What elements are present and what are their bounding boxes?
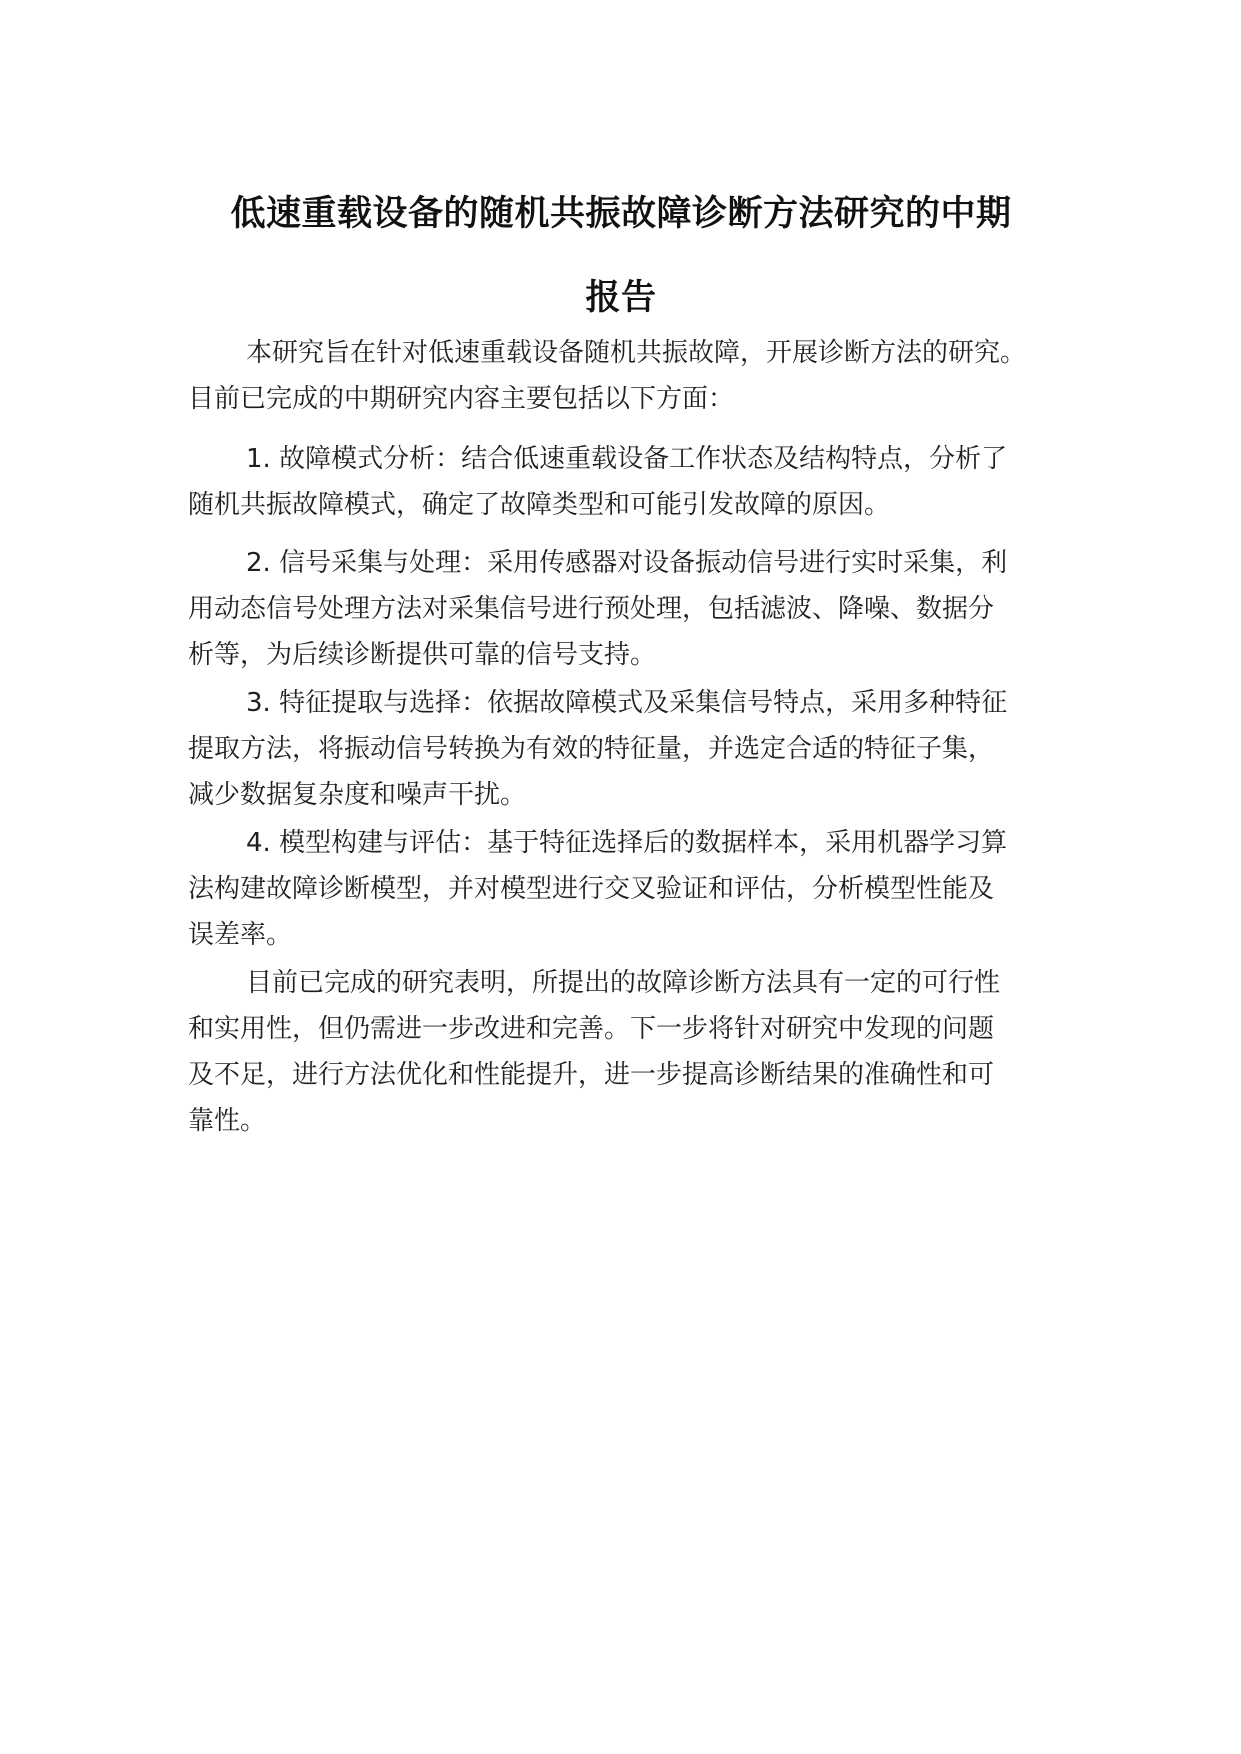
title-line-1: 低速重载设备的随机共振故障诊断方法研究的中期: [230, 194, 1012, 234]
paragraph-item-3: [188, 680, 1054, 818]
paragraph-line: 减少数据复杂度和噪声干扰。: [188, 780, 527, 810]
paragraph-item-2: [188, 540, 1054, 678]
paragraph-line: 随机共振故障模式，确定了故障类型和可能引发故障的原因。: [188, 490, 891, 520]
paragraph-line: 3. 特征提取与选择：依据故障模式及采集信号特点，采用多种特征: [246, 688, 1008, 718]
paragraph-line: 靠性。: [188, 1106, 267, 1136]
paragraph-line: 4. 模型构建与评估：基于特征选择后的数据样本，采用机器学习算: [246, 828, 1008, 858]
paragraph-line: 目前已完成的研究表明，所提出的故障诊断方法具有一定的可行性: [246, 968, 1001, 998]
paragraph-line: 法构建故障诊断模型，并对模型进行交叉验证和评估，分析模型性能及: [188, 874, 995, 904]
document-title: [188, 172, 1054, 340]
paragraph-intro: [188, 330, 1054, 422]
paragraph-line: 和实用性，但仍需进一步改进和完善。下一步将针对研究中发现的问题: [188, 1014, 995, 1044]
paragraph-item-1: [188, 436, 1054, 528]
paragraph-line: 2. 信号采集与处理：采用传感器对设备振动信号进行实时采集，利: [246, 548, 1008, 578]
paragraph-line: 目前已完成的中期研究内容主要包括以下方面：: [188, 384, 735, 414]
title-line-2: 报告: [585, 278, 657, 318]
paragraph-line: 析等，为后续诊断提供可靠的信号支持。: [188, 640, 657, 670]
paragraph-line: 1. 故障模式分析：结合低速重载设备工作状态及结构特点，分析了: [246, 444, 1008, 474]
paragraph-line: 及不足，进行方法优化和性能提升，进一步提高诊断结果的准确性和可: [188, 1060, 995, 1090]
paragraph-item-4: [188, 820, 1054, 958]
paragraph-line: 用动态信号处理方法对采集信号进行预处理，包括滤波、降噪、数据分: [188, 594, 995, 624]
paragraph-line: 误差率。: [188, 920, 293, 950]
paragraph-line: 提取方法，将振动信号转换为有效的特征量，并选定合适的特征子集，: [188, 734, 995, 764]
paragraph-conclusion: [188, 960, 1054, 1144]
paragraph-line: 本研究旨在针对低速重载设备随机共振故障，开展诊断方法的研究。: [246, 338, 1027, 368]
